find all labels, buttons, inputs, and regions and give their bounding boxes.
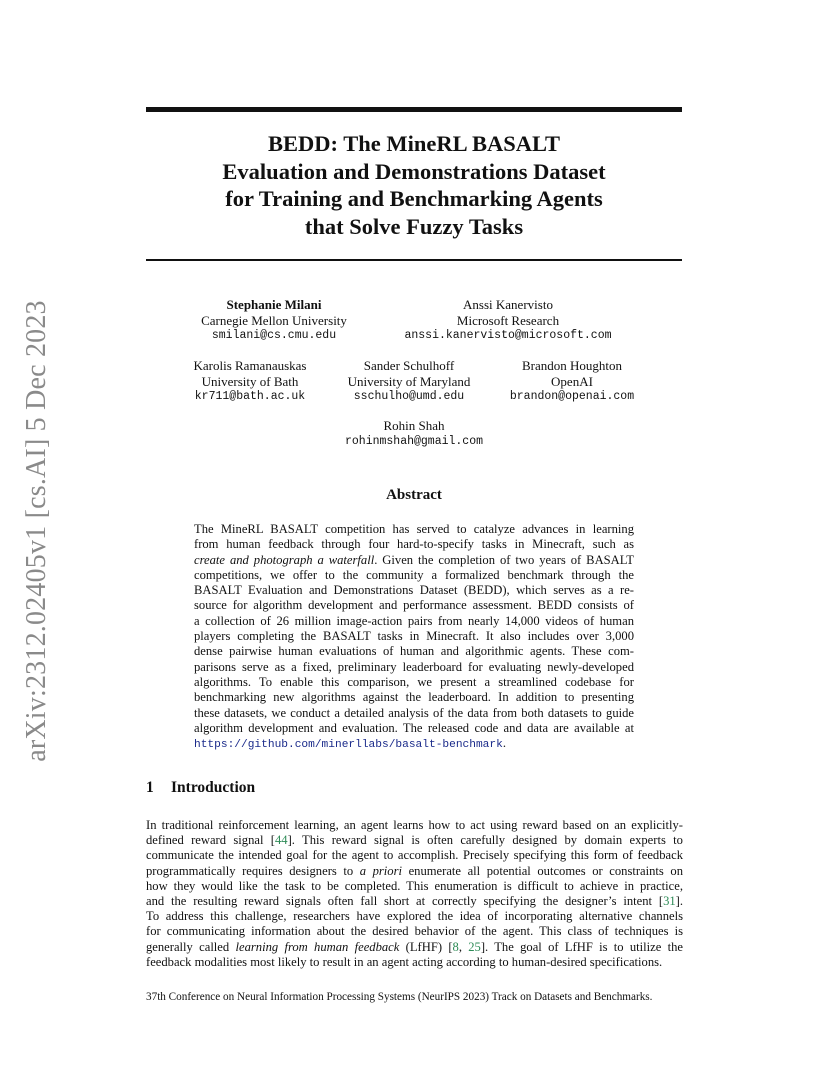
conference-footnote: 37th Conference on Neural Information Processing Systems (NeurIPS 2023) Track on Datasets and Benchmarks.	[146, 991, 653, 1003]
author-block	[442, 358, 702, 405]
author-affiliation: University of Bath	[201, 373, 299, 389]
title-line: for Training and Benchmarking Agents	[225, 186, 603, 211]
benchmark-url-link[interactable]: https://github.com/minerllabs/basalt-benchmark	[194, 739, 503, 752]
intro-italic-phrase: a priori	[359, 863, 402, 878]
abstract-text-span: .	[502, 736, 506, 751]
title-line: that Solve Fuzzy Tasks	[304, 213, 524, 239]
author-name: Anssi Kanervisto	[463, 297, 553, 312]
author-name: Karolis Ramanauskas	[193, 358, 307, 373]
title-line: BEDD: The MineRL BASALT	[268, 131, 560, 156]
intro-text-span: ].	[675, 894, 683, 909]
intro-text-span: generally called	[146, 939, 236, 954]
citation-link[interactable]: 8	[452, 939, 459, 954]
abstract-heading: Abstract	[386, 487, 442, 503]
abstract-line: algorithms. To enable this comparison, we present a streamlined codebase for	[194, 674, 634, 689]
author-email: smilani@cs.cmu.edu	[211, 329, 337, 342]
citation-link[interactable]: 25	[468, 939, 481, 954]
section-title: Introduction	[171, 779, 256, 796]
abstract-text	[194, 522, 634, 753]
intro-text-span: ,	[458, 939, 469, 954]
intro-text-span: enumerate all potential outcomes or constraints on	[402, 863, 683, 878]
intro-text-span: defined reward signal [	[146, 833, 275, 848]
abstract-line: from human feedback through four hard-to-specify tasks in Minecraft, such as	[194, 537, 634, 552]
abstract-line: The MineRL BASALT competition has served to catalyze advances in learning	[194, 522, 634, 536]
intro-line: To address this challenge, researchers have explored the idea of incorporating alternative channels	[146, 909, 683, 924]
intro-line	[146, 833, 683, 848]
title-line: Evaluation and Demonstrations Dataset	[222, 158, 606, 184]
abstract-line: these datasets, we conduct a detailed analysis of the data from both datasets to guide	[194, 705, 634, 720]
author-name: Rohin Shah	[383, 418, 445, 433]
intro-line	[146, 864, 683, 879]
author-affiliation: Microsoft Research	[456, 312, 560, 328]
intro-text-span: and the resulting reward signals often fall short at correctly specifying the designer’s intent [	[146, 894, 664, 909]
section-heading	[146, 779, 255, 797]
author-email: rohinmshah@gmail.com	[344, 434, 484, 448]
intro-line: In traditional reinforcement learning, an agent learns how to act using reward based on an explicitly-	[146, 818, 683, 832]
abstract-line: benchmarking new algorithms against the leaderboard. In addition to presenting	[194, 690, 634, 705]
paper-title	[146, 130, 682, 240]
author-name: Stephanie Milani	[226, 297, 322, 312]
intro-text-span: ]. This reward signal is often carefully designed by domain experts to	[287, 833, 683, 848]
author-name: Sander Schulhoff	[363, 358, 455, 373]
arxiv-stamp	[15, 296, 59, 766]
abstract-line: source for algorithm development and performance assessment. BEDD consists of	[194, 598, 634, 613]
abstract-line: algorithm development and evaluation. The released code and data are available at	[194, 720, 634, 735]
abstract-line	[194, 736, 634, 753]
title-bottom-rule	[146, 259, 682, 261]
abstract-italic-phrase: create and photograph a waterfall	[194, 552, 375, 567]
citation-link[interactable]: 44	[274, 833, 288, 848]
author-block	[284, 418, 544, 449]
section-number: 1	[146, 779, 154, 796]
author-block	[378, 297, 638, 344]
arxiv-stamp-text: arXiv:2312.02405v1 [cs.AI] 5 Dec 2023	[21, 300, 52, 762]
intro-line	[146, 894, 683, 909]
author-affiliation: OpenAI	[551, 373, 593, 389]
intro-italic-phrase: learning from human feedback	[235, 939, 400, 954]
intro-line: feedback modalities most likely to result in an agent acting according to human-desired specifications.	[146, 954, 663, 969]
abstract-line: parisons serve as a fixed, preliminary leaderboard for evaluating newly-developed	[194, 659, 634, 674]
author-block	[144, 297, 404, 344]
author-email: sschulho@umd.edu	[353, 390, 465, 403]
abstract-line	[194, 553, 634, 568]
intro-line: for communicating information about the desired behavior of the agent. This class of techniques is	[146, 924, 683, 939]
author-name: Brandon Houghton	[521, 358, 623, 373]
intro-line	[146, 940, 683, 955]
abstract-line: dense pairwise human evaluations of human and algorithmic agents. These com-	[194, 644, 634, 659]
intro-text-span: programmatically requires designers to	[146, 863, 360, 878]
citation-link[interactable]: 31	[663, 894, 676, 909]
abstract-text-span: . Given the completion of two years of BASALT	[374, 552, 634, 567]
abstract-line: competitions, we offer to the community a formalized benchmark through the	[194, 567, 634, 582]
author-affiliation: University of Maryland	[347, 373, 471, 389]
intro-line: how they would like the task to be completed. This enumeration is difficult to achieve in practice,	[146, 878, 683, 893]
abstract-line: a collection of 26 million image-action pairs from nearly 14,000 videos of human	[194, 613, 634, 628]
intro-line: communicate the intended goal for the agent to accomplish. Precisely specifying this form of feedback	[146, 848, 683, 863]
author-email: brandon@openai.com	[509, 390, 635, 403]
title-top-rule	[146, 107, 682, 112]
author-affiliation: Carnegie Mellon University	[201, 312, 347, 328]
author-email: anssi.kanervisto@microsoft.com	[404, 329, 612, 342]
abstract-line: players completing the BASALT tasks in Minecraft. It also includes over 3,000	[194, 629, 634, 644]
intro-text-span: ]. The goal of LfHF is to utilize the	[480, 939, 684, 954]
intro-text-span: (LfHF) [	[399, 939, 453, 954]
abstract-line: BASALT Evaluation and Demonstrations Dataset (BEDD), which serves as a re-	[194, 583, 634, 598]
author-email: kr711@bath.ac.uk	[194, 390, 306, 403]
intro-paragraph	[146, 818, 683, 970]
